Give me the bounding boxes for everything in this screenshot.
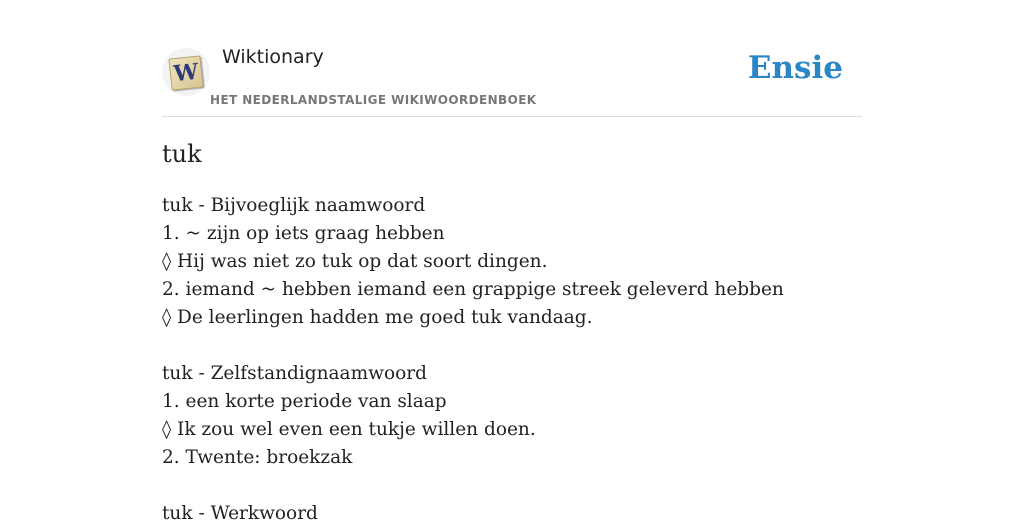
entry-heading: tuk - Werkwoord bbox=[162, 503, 318, 524]
site-header bbox=[162, 40, 862, 117]
entry-heading: tuk - Zelfstandignaamwoord bbox=[162, 363, 427, 384]
entry-spacer bbox=[162, 472, 922, 500]
wiktionary-logo-tile: W bbox=[168, 55, 203, 90]
entry-spacer bbox=[162, 332, 922, 360]
definition-line: 2. Twente: broekzak bbox=[162, 447, 353, 468]
site-tagline: HET NEDERLANDSTALIGE WIKIWOORDENBOEK bbox=[210, 93, 537, 107]
example-line: ◊ Ik zou wel even een tukje willen doen. bbox=[162, 419, 536, 440]
definition-line: 1. een korte periode van slaap bbox=[162, 391, 447, 412]
definition-line: 1. ~ zijn op iets graag hebben bbox=[162, 223, 445, 244]
example-line: ◊ Hij was niet zo tuk op dat soort dingen. bbox=[162, 251, 548, 272]
example-line: ◊ De leerlingen hadden me goed tuk vandaag. bbox=[162, 307, 593, 328]
definition-line: 2. iemand ~ hebben iemand een grappige streek geleverd hebben bbox=[162, 279, 784, 300]
definition-content bbox=[162, 192, 922, 528]
entry-heading: tuk - Bijvoeglijk naamwoord bbox=[162, 195, 426, 216]
page-title: tuk bbox=[162, 140, 202, 168]
wiktionary-logo[interactable] bbox=[162, 48, 210, 96]
ensie-brand-logo[interactable]: Ensie bbox=[747, 50, 843, 86]
site-name[interactable]: Wiktionary bbox=[222, 46, 324, 68]
